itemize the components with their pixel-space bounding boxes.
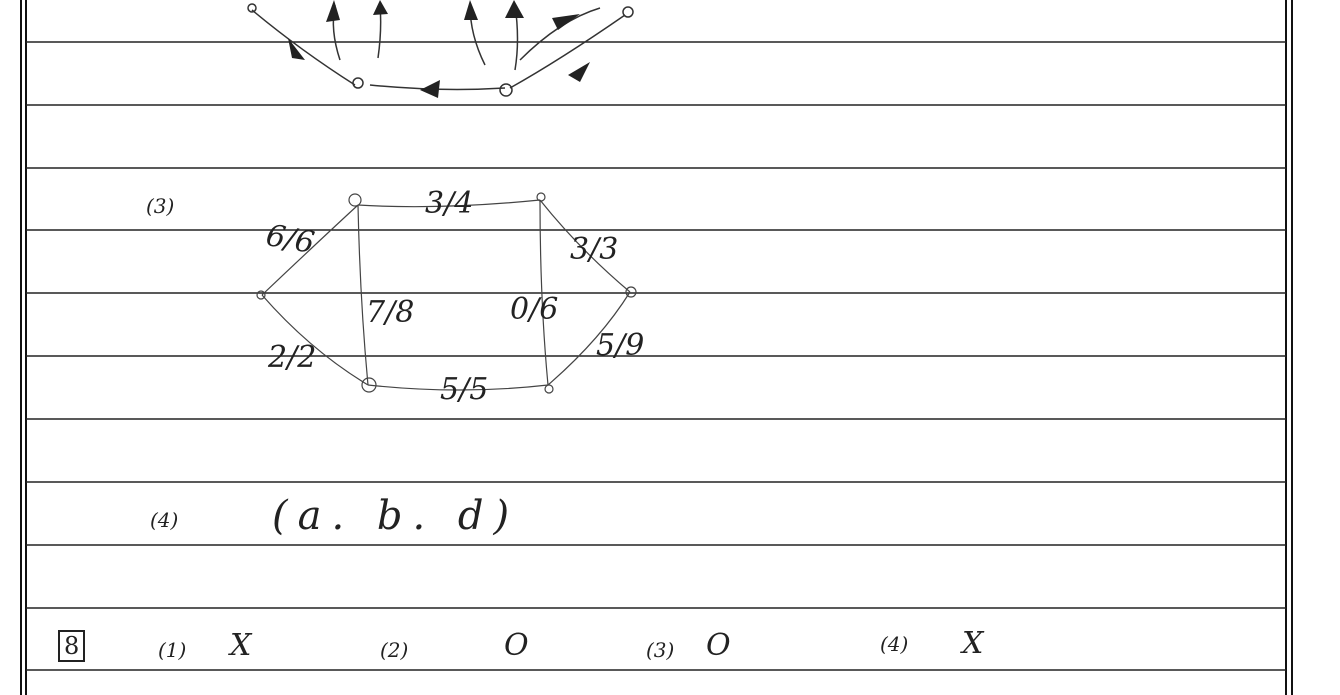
q8-part3-mark: O [706,628,731,663]
edge-top-label: 3/4 [425,186,474,221]
q8-part4-label: (4) [880,632,909,656]
q8-part1-label: (1) [158,638,187,662]
q8-part3-label: (3) [646,638,675,662]
edge-mid-left-label: 7/8 [366,295,415,330]
q8-part2-label: (2) [380,638,409,662]
edge-bottom-label: 5/5 [440,372,489,407]
arrowheads [288,0,590,98]
edge-mid-right-label: 0/6 [510,292,559,327]
q8-part1-mark: X [230,628,252,663]
problem4-label: (4) [150,508,179,532]
ruled-lines [26,42,1286,670]
edge-lower-right-label: 5/9 [596,328,645,363]
problem3-label: (3) [146,194,175,218]
q8-part4-mark: X [962,626,984,661]
edge-lower-left-label: 2/2 [268,340,317,375]
question8-number: 8 [58,630,85,662]
edge-upper-left-label: 6/6 [263,218,317,261]
q8-part2-mark: O [504,628,529,663]
edge-upper-right-label: 3/3 [570,232,619,267]
directed-graph-sketch [248,4,633,96]
problem4-answer: (a. b. d) [272,493,520,539]
page-border [21,0,1292,695]
